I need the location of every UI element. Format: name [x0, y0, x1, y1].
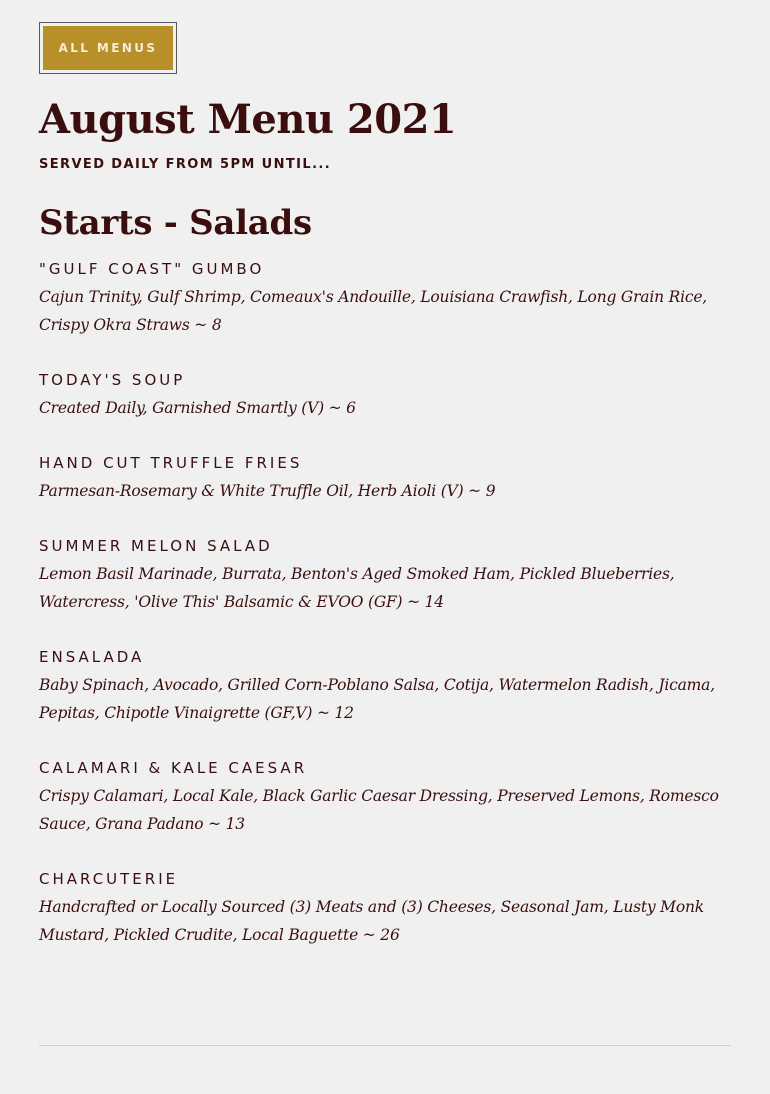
menu-item-name: TODAY'S SOUP: [39, 371, 186, 389]
menu-item: [39, 452, 731, 505]
menu-item-name: HAND CUT TRUFFLE FRIES: [39, 454, 303, 472]
menu-item-name: CALAMARI & KALE CAESAR: [39, 759, 308, 777]
service-hours: SERVED DAILY FROM 5PM UNTIL...: [39, 157, 332, 172]
menu-item-list: [39, 258, 731, 949]
menu-item: [39, 535, 731, 616]
menu-page: [39, 22, 731, 979]
menu-item: [39, 646, 731, 727]
all-menus-button[interactable]: [39, 22, 177, 74]
menu-item: [39, 868, 731, 949]
section-divider: [39, 1045, 731, 1046]
menu-item-description: Created Daily, Garnished Smartly (V) ~ 6: [39, 399, 356, 417]
section-title: Starts - Salads: [39, 203, 312, 243]
menu-item-name: SUMMER MELON SALAD: [39, 537, 273, 555]
menu-item: [39, 757, 731, 838]
menu-item-name: "GULF COAST" GUMBO: [39, 260, 265, 278]
menu-item-name: CHARCUTERIE: [39, 870, 179, 888]
menu-item-description: Baby Spinach, Avocado, Grilled Corn-Poblano Salsa, Cotija, Watermelon Radish, Jicama, Pepitas, Chipotle Vinaigrette (GF,V) ~ 12: [39, 676, 715, 722]
menu-item-name: ENSALADA: [39, 648, 145, 666]
menu-item-description: Parmesan-Rosemary & White Truffle Oil, Herb Aioli (V) ~ 9: [39, 482, 496, 500]
page-title: August Menu 2021: [39, 96, 457, 143]
menu-item-description: Lemon Basil Marinade, Burrata, Benton's Aged Smoked Ham, Pickled Blueberries, Watercress, 'Olive This' Balsamic & EVOO (GF) ~ 14: [39, 565, 675, 611]
menu-item: [39, 258, 731, 339]
menu-item-description: Crispy Calamari, Local Kale, Black Garlic Caesar Dressing, Preserved Lemons, Romesco Sauce, Grana Padano ~ 13: [39, 787, 719, 833]
all-menus-button-label: ALL MENUS: [43, 26, 173, 70]
menu-item: [39, 369, 731, 422]
menu-item-description: Handcrafted or Locally Sourced (3) Meats and (3) Cheeses, Seasonal Jam, Lusty Monk Mustard, Pickled Crudite, Local Baguette ~ 26: [39, 898, 704, 944]
menu-item-description: Cajun Trinity, Gulf Shrimp, Comeaux's Andouille, Louisiana Crawfish, Long Grain Rice, Crispy Okra Straws ~ 8: [39, 288, 708, 334]
